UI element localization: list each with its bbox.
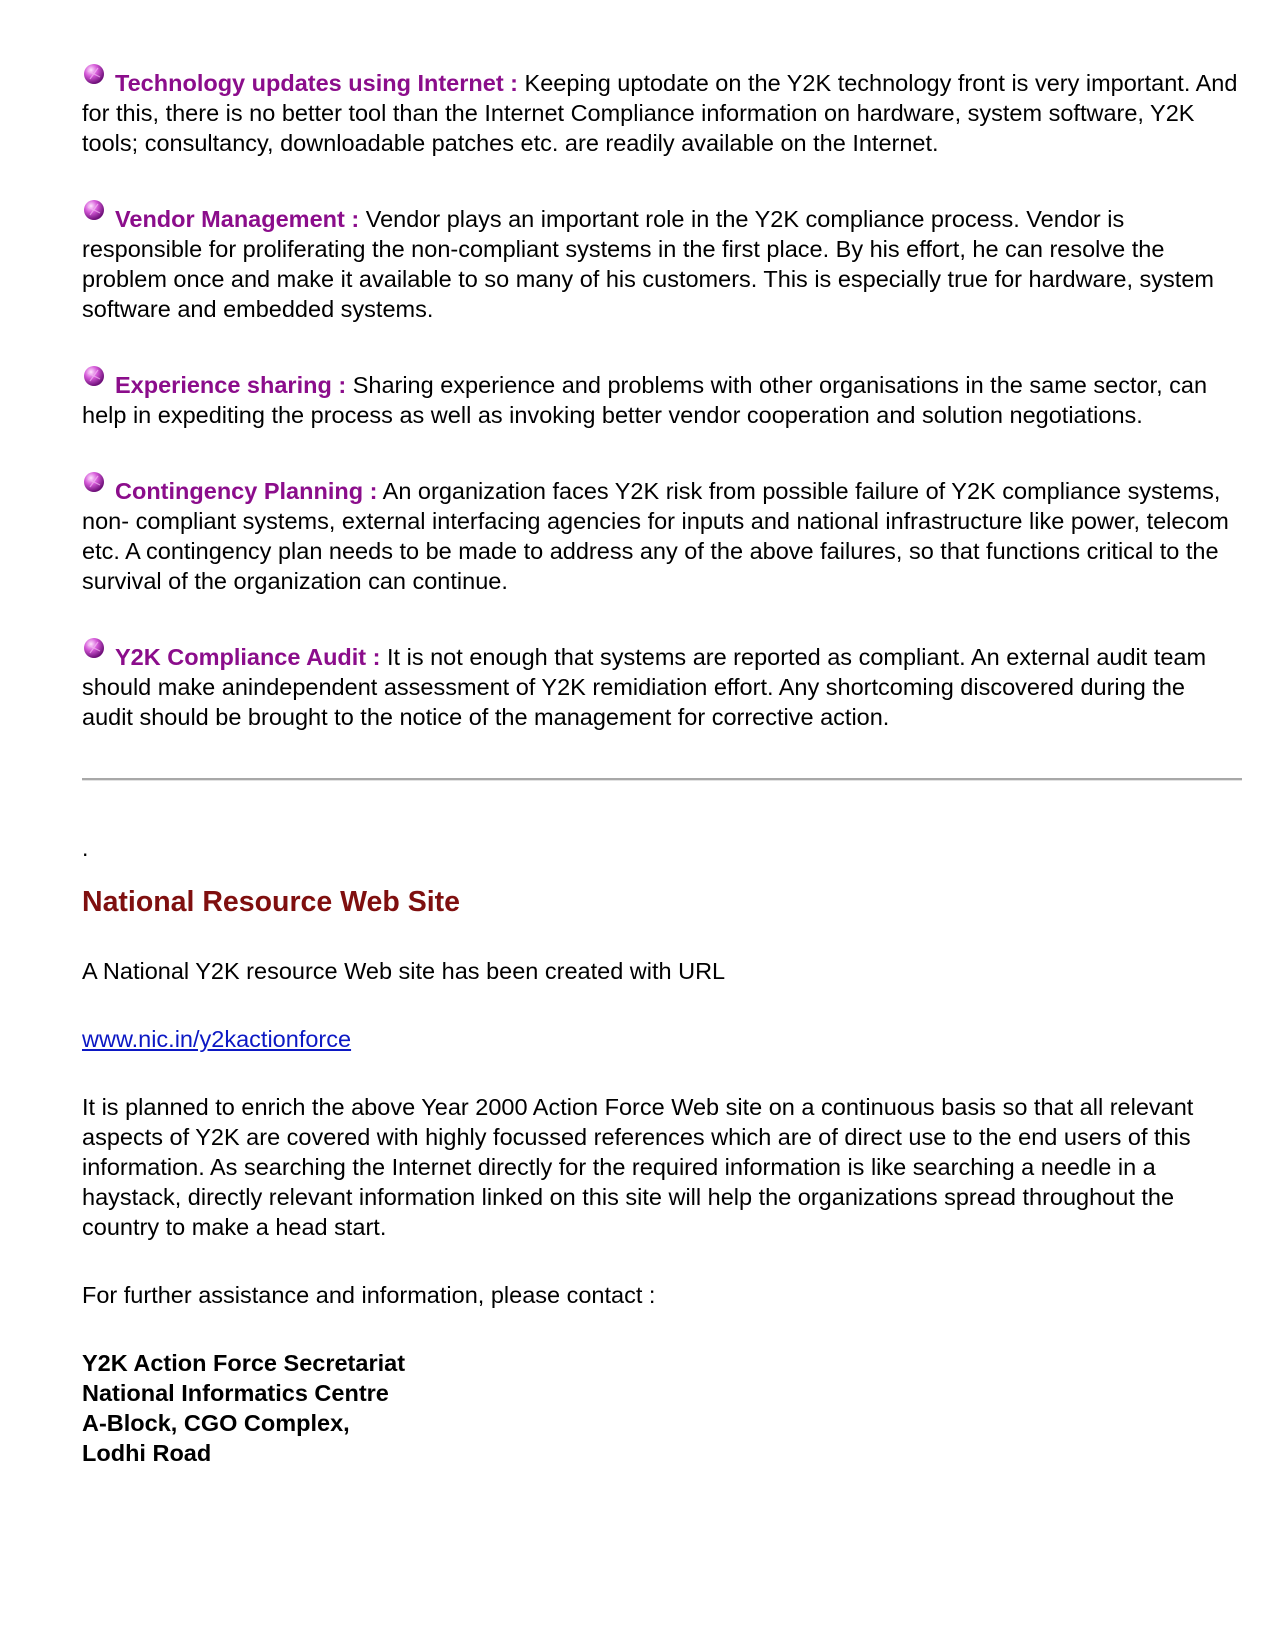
list-item-vendor-management — [82, 204, 1242, 324]
list-item-experience-sharing — [82, 370, 1242, 430]
list-item-compliance-audit — [82, 642, 1242, 732]
list-item-technology-updates — [82, 68, 1242, 158]
address-line: A-Block, CGO Complex, — [82, 1410, 350, 1436]
item-term: Vendor Management : — [115, 206, 360, 232]
list-item-contingency-planning — [82, 476, 1242, 596]
resource-url-link[interactable]: www.nic.in/y2kactionforce — [82, 1026, 352, 1052]
address-line: Y2K Action Force Secretariat — [82, 1350, 406, 1376]
contact-address — [82, 1348, 1242, 1468]
item-text: An organization faces Y2K risk from possible failure of Y2K compliance systems, non- compliant systems, external interfacing agencies for inputs and national infrastructure like power, telecom etc. A contingency plan needs to be made to address any of the above failures, so that functions critical to the survival of the organization can continue. — [82, 478, 1229, 594]
item-term: Y2K Compliance Audit : — [115, 644, 381, 670]
magenta-sphere-bullet-icon — [82, 198, 106, 222]
item-text: It is not enough that systems are reported as compliant. An external audit team should make anindependent assessment of Y2K remidiation effort. Any shortcoming discovered during the audit should be brought to the notice of the management for corrective action. — [82, 644, 1207, 730]
address-line: National Informatics Centre — [82, 1380, 389, 1406]
magenta-sphere-bullet-icon — [82, 470, 106, 494]
separator-dot: . — [82, 835, 89, 861]
section-heading: National Resource Web Site — [82, 886, 460, 918]
magenta-sphere-bullet-icon — [82, 364, 106, 388]
item-text: Keeping uptodate on the Y2K technology front is very important. And for this, there is no better tool than the Internet Compliance information on hardware, system software, Y2K tools; consultancy, downloadable patches etc. are readily available on the Internet. — [82, 70, 1238, 156]
document-page — [82, 68, 1242, 1468]
body-paragraph: It is planned to enrich the above Year 2000 Action Force Web site on a continuous basis so that all relevant aspects of Y2K are covered with highly focussed references which are of direct use to the end users of this information. As searching the Internet directly for the required information is like searching a needle in a haystack, directly relevant information linked on this site will help the organizations spread throughout the country to make a head start. — [82, 1094, 1194, 1240]
magenta-sphere-bullet-icon — [82, 636, 106, 660]
address-line: Lodhi Road — [82, 1440, 212, 1466]
horizontal-divider — [82, 778, 1242, 781]
item-term: Technology updates using Internet : — [115, 70, 518, 96]
magenta-sphere-bullet-icon — [82, 62, 106, 86]
item-text: Sharing experience and problems with other organisations in the same sector, can help in expediting the process as well as invoking better vendor cooperation and solution negotiations. — [82, 372, 1208, 428]
contact-prompt: For further assistance and information, please contact : — [82, 1282, 656, 1308]
item-term: Contingency Planning : — [115, 478, 378, 504]
intro-paragraph: A National Y2K resource Web site has been created with URL — [82, 958, 726, 984]
item-term: Experience sharing : — [115, 372, 347, 398]
item-text: Vendor plays an important role in the Y2K compliance process. Vendor is responsible for proliferating the non-compliant systems in the first place. By his effort, he can resolve the problem once and make it available to so many of his customers. This is especially true for hardware, system software and embedded systems. — [82, 206, 1214, 322]
